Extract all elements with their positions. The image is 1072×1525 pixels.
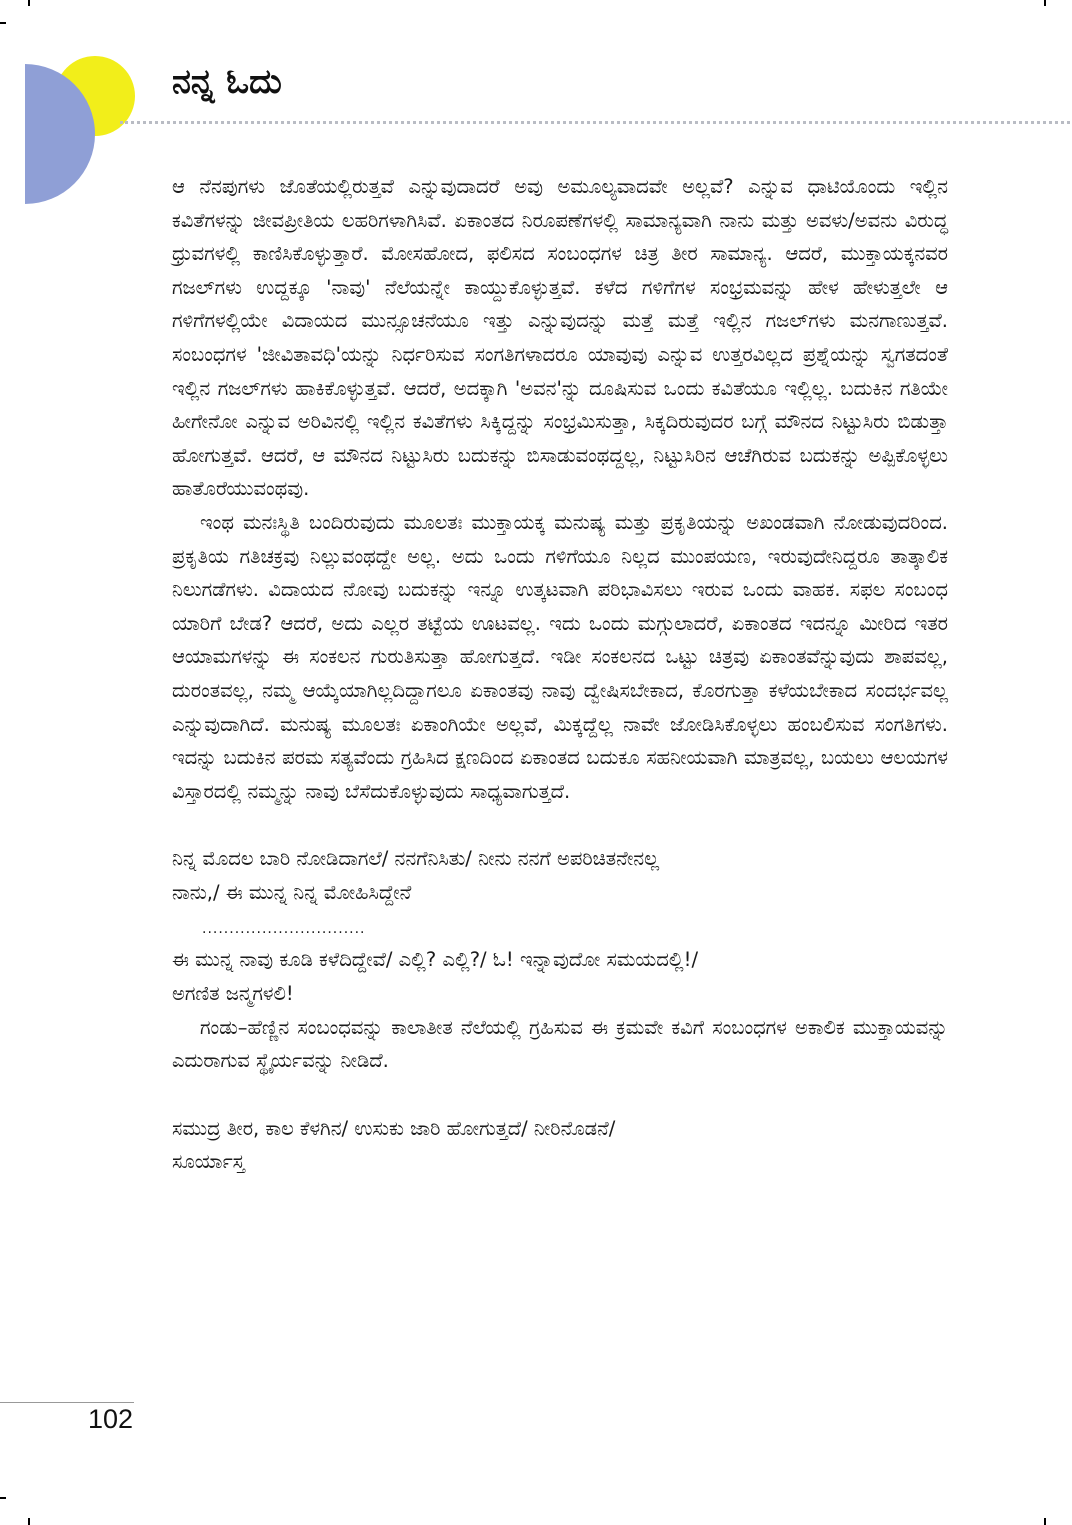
omission-dots: .............................. bbox=[202, 921, 366, 938]
crop-mark-bottom-left bbox=[28, 1518, 30, 1525]
poem-line: ಸೂರ್ಯಾಸ್ತ bbox=[172, 1150, 245, 1174]
page-title: ನನ್ನ ಓದು bbox=[172, 62, 282, 102]
page-number: 102 bbox=[88, 1404, 134, 1434]
main-content bbox=[172, 170, 948, 1179]
poem-line: ಅಗಣಿತ ಜನ್ಮಗಳಲಿ! bbox=[172, 982, 294, 1006]
poem-line: ಈ ಮುನ್ನ ನಾವು ಕೂಡಿ ಕಳೆದಿದ್ದೇವೆ/ ಎಲ್ಲಿ? ಎಲ್ಲಿ?/ ಓ! ಇನ್ನಾವುದೋ ಸಮಯದಲ್ಲಿ!/ bbox=[172, 948, 699, 972]
crop-mark-top-right bbox=[1044, 0, 1046, 6]
body-paragraph-3: ಗಂಡು–ಹೆಣ್ಣಿನ ಸಂಬಂಧವನ್ನು ಕಾಲಾತೀತ ನೆಲೆಯಲ್ಲಿ ಗ್ರಹಿಸುವ ಈ ಕ್ರಮವೇ ಕವಿಗೆ ಸಂಬಂಧಗಳ ಅಕಾಲಿಕ ಮುಕ್ತಾಯವನ್ನು ಎದುರಾಗುವ ಸ್ಥೈರ್ಯವನ್ನು ನೀಡಿದೆ. bbox=[172, 1015, 948, 1073]
poem-line: ನಾನು,/ ಈ ಮುನ್ನ ನಿನ್ನ ಮೋಹಿಸಿದ್ದೇನೆ bbox=[172, 880, 412, 904]
footer-rule bbox=[0, 1402, 134, 1403]
poem-line: ಸಮುದ್ರ ತೀರ, ಕಾಲ ಕೆಳಗಿನ/ ಉಸುಕು ಜಾರಿ ಹೋಗುತ್ತದೆ/ ನೀರಿನೊಡನೆ/ bbox=[172, 1116, 616, 1140]
body-paragraph-2: ಇಂಥ ಮನಃಸ್ಥಿತಿ ಬಂದಿರುವುದು ಮೂಲತಃ ಮುಕ್ತಾಯಕ್ಕ ಮನುಷ್ಯ ಮತ್ತು ಪ್ರಕೃತಿಯನ್ನು ಅಖಂಡವಾಗಿ ನೋಡುವುದರಿಂದ. ಪ್ರಕೃತಿಯ ಗತಿಚಕ್ರವು ನಿಲ್ಲುವಂಥದ್ದೇ ಅಲ್ಲ. ಅದು ಒಂದು ಗಳಿಗೆಯೂ ನಿಲ್ಲದ ಮುಂಪಯಣ, ಇರುವುದೇನಿದ್ದರೂ ತಾತ್ಕಾಲಿಕ ನಿಲುಗಡೆಗಳು. ವಿದಾಯದ ನೋವು ಬದುಕನ್ನು ಇನ್ನೂ ಉತ್ಕಟವಾಗಿ ಪರಿಭಾವಿಸಲು ಇರುವ ಒಂದು ವಾಹಕ. ಸಫಲ ಸಂಬಂಧ ಯಾರಿಗೆ ಬೇಡ? ಆದರೆ, ಅದು ಎಲ್ಲರ ತಟ್ಟೆಯ ಊಟವಲ್ಲ. ಇದು ಒಂದು ಮಗ್ಗುಲಾದರೆ, ಏಕಾಂತದ ಇದನ್ನೂ ಮೀರಿದ ಇತರ ಆಯಾಮಗಳನ್ನು ಈ ಸಂಕಲನ ಗುರುತಿಸುತ್ತಾ ಹೋಗುತ್ತದೆ. ಇಡೀ ಸಂಕಲನದ ಒಟ್ಟು ಚಿತ್ರವು ಏಕಾಂತವೆನ್ನುವುದು ಶಾಪವಲ್ಲ, ದುರಂತವಲ್ಲ, ನಮ್ಮ ಆಯ್ಕೆಯಾಗಿಲ್ಲದಿದ್ದಾಗಲೂ ಏಕಾಂತವು ನಾವು ದ್ವೇಷಿಸಬೇಕಾದ, ಕೊರಗುತ್ತಾ ಕಳೆಯಬೇಕಾದ ಸಂದರ್ಭವಲ್ಲ ಎನ್ನುವುದಾಗಿದೆ. ಮನುಷ್ಯ ಮೂಲತಃ ಏಕಾಂಗಿಯೇ ಅಲ್ಲವೆ, ಮಿಕ್ಕದ್ದೆಲ್ಲ ನಾವೇ ಜೋಡಿಸಿಕೊಳ್ಳಲು ಹಂಬಲಿಸುವ ಸಂಗತಿಗಳು. ಇದನ್ನು ಬದುಕಿನ ಪರಮ ಸತ್ಯವೆಂದು ಗ್ರಹಿಸಿದ ಕ್ಷಣದಿಂದ ಏಕಾಂತದ ಬದುಕೂ ಸಹನೀಯವಾಗಿ ಮಾತ್ರವಲ್ಲ, ಬಯಲು ಆಲಯಗಳ ವಿಸ್ತಾರದಲ್ಲಿ ನಮ್ಮನ್ನು ನಾವು ಬೆಸೆದುಕೊಳ್ಳುವುದು ಸಾಧ್ಯವಾಗುತ್ತದೆ. bbox=[172, 510, 948, 803]
poem-excerpt-3 bbox=[172, 1112, 948, 1179]
dotted-divider bbox=[120, 121, 1070, 124]
crop-mark-bottom-right bbox=[1044, 1518, 1046, 1525]
header-decoration bbox=[0, 0, 140, 210]
poem-line: ನಿನ್ನ ಮೊದಲ ಬಾರಿ ನೋಡಿದಾಗಲೆ/ ನನಗೆನಿಸಿತು/ ನೀನು ನನಗೆ ಅಪರಿಚಿತನೇನಲ್ಲ bbox=[172, 847, 660, 871]
poem-excerpt-1 bbox=[172, 842, 948, 909]
body-paragraph-1: ಆ ನೆನಪುಗಳು ಜೊತೆಯಲ್ಲಿರುತ್ತವೆ ಎನ್ನುವುದಾದರೆ ಅವು ಅಮೂಲ್ಯವಾದವೇ ಅಲ್ಲವೆ? ಎನ್ನುವ ಧಾಟಿಯೊಂದು ಇಲ್ಲಿನ ಕವಿತೆಗಳನ್ನು ಜೀವಪ್ರೀತಿಯ ಲಹರಿಗಳಾಗಿಸಿವೆ. ಏಕಾಂತದ ನಿರೂಪಣೆಗಳಲ್ಲಿ ಸಾಮಾನ್ಯವಾಗಿ ನಾನು ಮತ್ತು ಅವಳು/ಅವನು ವಿರುದ್ಧ ಧ್ರುವಗಳಲ್ಲಿ ಕಾಣಿಸಿಕೊಳ್ಳುತ್ತಾರೆ. ಮೋಸಹೋದ, ಫಲಿಸದ ಸಂಬಂಧಗಳ ಚಿತ್ರ ತೀರ ಸಾಮಾನ್ಯ. ಆದರೆ, ಮುಕ್ತಾಯಕ್ಕನವರ ಗಜಲ್‌ಗಳು ಉದ್ದಕ್ಕೂ 'ನಾವು' ನೆಲೆಯನ್ನೇ ಕಾಯ್ದುಕೊಳ್ಳುತ್ತವೆ. ಕಳೆದ ಗಳಿಗೆಗಳ ಸಂಭ್ರಮವನ್ನು ಹೇಳ ಹೇಳುತ್ತಲೇ ಆ ಗಳಿಗೆಗಳಲ್ಲಿಯೇ ವಿದಾಯದ ಮುನ್ಸೂಚನೆಯೂ ಇತ್ತು ಎನ್ನುವುದನ್ನು ಮತ್ತೆ ಮತ್ತೆ ಇಲ್ಲಿನ ಗಜಲ್‌ಗಳು ಮನಗಾಣುತ್ತವೆ. ಸಂಬಂಧಗಳ 'ಜೀವಿತಾವಧಿ'ಯನ್ನು ನಿರ್ಧರಿಸುವ ಸಂಗತಿಗಳಾದರೂ ಯಾವುವು ಎನ್ನುವ ಉತ್ತರವಿಲ್ಲದ ಪ್ರಶ್ನೆಯನ್ನು ಸ್ವಗತದಂತೆ ಇಲ್ಲಿನ ಗಜಲ್‌ಗಳು ಹಾಕಿಕೊಳ್ಳುತ್ತವೆ. ಆದರೆ, ಅದಕ್ಕಾಗಿ 'ಅವನ'ನ್ನು ದೂಷಿಸುವ ಒಂದು ಕವಿತೆಯೂ ಇಲ್ಲಿಲ್ಲ. ಬದುಕಿನ ಗತಿಯೇ ಹೀಗೇನೋ ಎನ್ನುವ ಅರಿವಿನಲ್ಲಿ ಇಲ್ಲಿನ ಕವಿತೆಗಳು ಸಿಕ್ಕಿದ್ದನ್ನು ಸಂಭ್ರಮಿಸುತ್ತಾ, ಸಿಕ್ಕದಿರುವುದರ ಬಗ್ಗೆ ಮೌನದ ನಿಟ್ಟುಸಿರು ಬಿಡುತ್ತಾ ಹೋಗುತ್ತವೆ. ಆದರೆ, ಆ ಮೌನದ ನಿಟ್ಟುಸಿರು ಬದುಕನ್ನು ಬಿಸಾಡುವಂಥದ್ದಲ್ಲ, ನಿಟ್ಟುಸಿರಿನ ಆಚೆಗಿರುವ ಬದುಕನ್ನು ಅಪ್ಪಿಕೊಳ್ಳಲು ಹಾತೊರೆಯುವಂಥವು. bbox=[172, 175, 948, 501]
crop-mark-left-lower bbox=[0, 1497, 6, 1499]
poem-excerpt-2 bbox=[172, 943, 948, 1010]
